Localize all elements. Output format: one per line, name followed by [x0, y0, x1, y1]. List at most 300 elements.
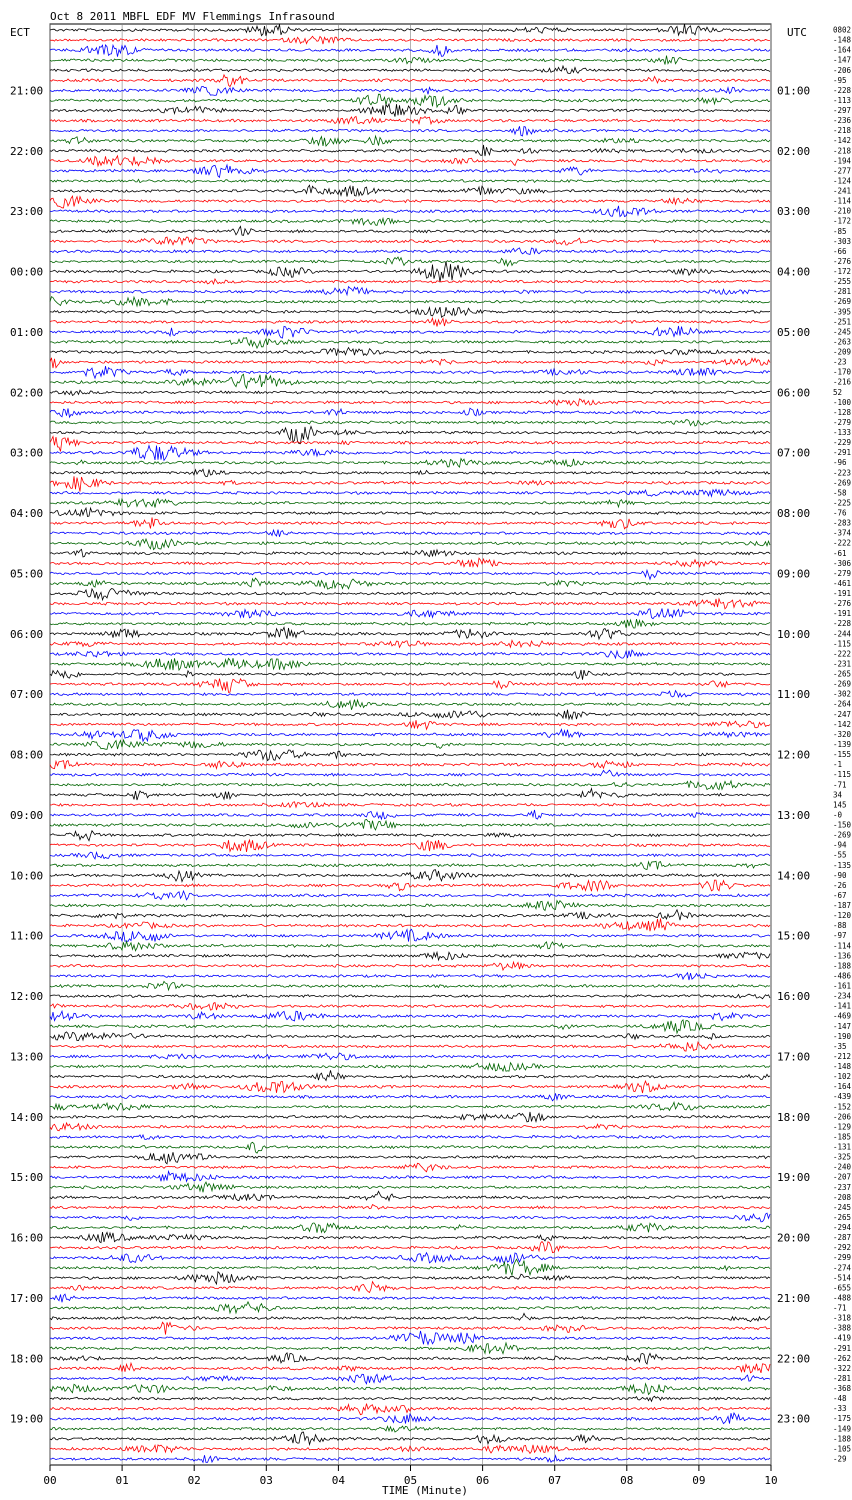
trace-offset-label: -210: [833, 206, 852, 216]
trace-line: [50, 1223, 770, 1233]
trace-offset-label: -291: [833, 1343, 852, 1353]
trace-line: [50, 1374, 770, 1384]
trace-line: [50, 1053, 770, 1060]
trace-line: [50, 729, 770, 741]
trace-offset-label: -71: [833, 1303, 847, 1313]
trace-offset-label: -264: [833, 699, 852, 709]
trace-line: [50, 589, 770, 600]
trace-offset-label: -128: [833, 407, 852, 417]
left-hour-label: 00:00: [10, 265, 44, 279]
x-tick-label: 07: [548, 1474, 562, 1487]
trace-offset-label: -97: [833, 931, 847, 941]
trace-line: [50, 901, 770, 911]
trace-line: [50, 508, 770, 516]
trace-line: [50, 761, 770, 769]
trace-offset-label: -170: [833, 367, 852, 377]
left-hour-label: 06:00: [10, 627, 44, 641]
trace-offset-label: -283: [833, 518, 852, 528]
right-hour-label: 22:00: [777, 1352, 811, 1366]
trace-offset-label: 34: [833, 790, 843, 800]
right-hour-label: 17:00: [777, 1050, 811, 1064]
trace-line: [50, 179, 770, 182]
trace-offset-label: -206: [833, 1112, 852, 1122]
trace-offset-label: -142: [833, 136, 852, 146]
left-hour-label: 14:00: [10, 1110, 44, 1124]
left-hour-label: 19:00: [10, 1412, 44, 1426]
trace-line: [50, 196, 770, 208]
trace-line: [50, 1455, 770, 1462]
left-hour-label: 12:00: [10, 990, 44, 1004]
right-hour-label: 18:00: [777, 1110, 811, 1124]
trace-offset-label: -461: [833, 579, 852, 588]
trace-line: [50, 104, 770, 117]
left-axis-label: ECT: [10, 26, 30, 39]
trace-line: [50, 770, 770, 776]
trace-offset-label: -188: [833, 961, 852, 971]
left-hour-label: 09:00: [10, 808, 44, 822]
trace-offset-label: -322: [833, 1363, 852, 1373]
right-hour-label: 11:00: [777, 688, 811, 702]
trace-offset-label: -439: [833, 1092, 852, 1102]
trace-offset-label: -208: [833, 1192, 852, 1202]
right-axis-label: UTC: [787, 26, 807, 39]
left-hour-label: 08:00: [10, 748, 44, 762]
trace-offset-label: -241: [833, 186, 852, 196]
trace-line: [50, 710, 770, 719]
trace-offset-label: -292: [833, 1243, 852, 1253]
trace-line: [50, 658, 770, 670]
trace-line: [50, 994, 770, 999]
trace-offset-label: -223: [833, 468, 852, 478]
trace-offset-label: -269: [833, 478, 852, 488]
trace-line: [50, 297, 770, 307]
right-hour-label: 04:00: [777, 265, 811, 279]
trace-line: [50, 1445, 770, 1454]
trace-offset-label: -320: [833, 729, 852, 739]
trace-offset-label: -222: [833, 649, 852, 659]
trace-line: [50, 94, 770, 107]
trace-line: [50, 679, 770, 693]
seismic-traces: [50, 24, 770, 1463]
trace-line: [50, 1272, 770, 1284]
right-hour-label: 19:00: [777, 1171, 811, 1185]
trace-line: [50, 981, 770, 990]
trace-line: [50, 670, 770, 680]
trace-line: [50, 941, 770, 951]
trace-offset-label: -231: [833, 659, 852, 669]
trace-offset-label: -368: [833, 1384, 852, 1394]
trace-line: [50, 700, 770, 710]
trace-line: [50, 952, 770, 960]
trace-offset-label: -269: [833, 297, 852, 307]
trace-line: [50, 852, 770, 859]
trace-line: [50, 1163, 770, 1172]
trace-offset-label: -325: [833, 1152, 852, 1162]
trace-offset-label: -148: [833, 35, 852, 45]
trace-offset-label: -147: [833, 55, 852, 65]
trace-offset-label: -245: [833, 1202, 852, 1212]
left-hour-label: 03:00: [10, 446, 44, 460]
trace-offset-label: -114: [833, 196, 852, 206]
left-hour-label: 02:00: [10, 386, 44, 400]
chart-title: Oct 8 2011 MBFL EDF MV Flemmings Infrasound: [50, 10, 335, 23]
trace-line: [50, 399, 770, 406]
trace-offset-label: -281: [833, 1374, 852, 1383]
trace-offset-label: -486: [833, 971, 852, 981]
trace-line: [50, 1102, 770, 1110]
trace-line: [50, 1205, 770, 1210]
x-tick-label: 10: [764, 1474, 778, 1487]
trace-line: [50, 1003, 770, 1011]
trace-line: [50, 1343, 770, 1354]
trace-offset-label: -129: [833, 1122, 852, 1132]
trace-line: [50, 420, 770, 426]
trace-offset-label: -172: [833, 267, 852, 276]
trace-line: [50, 891, 770, 900]
trace-line: [50, 1384, 770, 1395]
trace-offset-label: -0: [833, 810, 843, 820]
right-hour-label: 10:00: [777, 627, 811, 641]
trace-offset-label: -164: [833, 45, 852, 55]
trace-offset-label: -419: [833, 1333, 852, 1343]
trace-offset-label: -190: [833, 1031, 852, 1041]
trace-line: [50, 1363, 770, 1373]
trace-line: [50, 810, 770, 819]
trace-offset-label: -247: [833, 709, 852, 719]
trace-line: [50, 476, 770, 491]
trace-line: [50, 1259, 770, 1275]
trace-offset-label: -191: [833, 609, 852, 619]
trace-offset-label: -303: [833, 236, 852, 246]
trace-line: [50, 307, 770, 317]
trace-offset-label: -265: [833, 1213, 852, 1222]
trace-line: [50, 1331, 770, 1345]
trace-offset-label: -96: [833, 458, 847, 468]
trace-line: [50, 1032, 770, 1041]
trace-offset-label: -135: [833, 860, 852, 870]
trace-offset-label: -395: [833, 307, 852, 317]
trace-line: [50, 650, 770, 658]
trace-offset-label: -269: [833, 830, 852, 840]
trace-line: [50, 185, 770, 196]
x-tick-label: 03: [259, 1474, 273, 1487]
trace-offset-label: -191: [833, 589, 852, 598]
trace-line: [50, 226, 770, 235]
trace-offset-label: -155: [833, 750, 852, 760]
trace-line: [50, 1213, 770, 1222]
trace-line: [50, 750, 770, 761]
trace-offset-label: -67: [833, 891, 847, 900]
trace-offset-label: -207: [833, 1172, 852, 1182]
trace-offset-label: -131: [833, 1142, 852, 1152]
trace-offset-label: -279: [833, 418, 852, 427]
trace-offset-label: -185: [833, 1132, 852, 1142]
trace-line: [50, 1142, 770, 1153]
trace-offset-label: -281: [833, 287, 852, 297]
trace-offset-label: -147: [833, 1021, 852, 1031]
trace-offset-label: -95: [833, 75, 847, 85]
trace-line: [50, 348, 770, 356]
trace-line: [50, 136, 770, 146]
right-hour-label: 03:00: [777, 205, 811, 219]
trace-line: [50, 558, 770, 567]
trace-line: [50, 1404, 770, 1415]
trace-offset-label: -175: [833, 1414, 852, 1424]
trace-line: [50, 518, 770, 529]
trace-line: [50, 326, 770, 338]
trace-line: [50, 840, 770, 852]
trace-offset-label: -71: [833, 780, 847, 790]
trace-line: [50, 1232, 770, 1243]
trace-line: [50, 469, 770, 477]
trace-line: [50, 1413, 770, 1424]
trace-offset-label: -187: [833, 901, 852, 910]
trace-offset-label: -388: [833, 1323, 852, 1333]
trace-line: [50, 56, 770, 65]
trace-line: [50, 1042, 770, 1051]
trace-line: [50, 1253, 770, 1264]
left-hour-label: 10:00: [10, 869, 44, 883]
x-tick-label: 08: [620, 1474, 634, 1487]
trace-offset-label: -66: [833, 246, 847, 256]
x-tick-label: 05: [403, 1474, 418, 1487]
right-hour-label: 02:00: [777, 144, 811, 158]
trace-offset-label: -277: [833, 166, 852, 176]
left-hour-label: 15:00: [10, 1171, 44, 1185]
trace-offset-label: -124: [833, 176, 852, 186]
trace-line: [50, 1112, 770, 1122]
trace-line: [50, 1396, 770, 1401]
trace-line: [50, 165, 770, 177]
trace-line: [50, 279, 770, 284]
trace-line: [50, 437, 770, 452]
trace-offset-label: -90: [833, 870, 847, 880]
trace-offset-label: -225: [833, 498, 852, 508]
trace-offset-label: -55: [833, 850, 847, 860]
trace-line: [50, 24, 770, 36]
trace-line: [50, 427, 770, 444]
right-hour-label: 13:00: [777, 808, 811, 822]
trace-line: [50, 929, 770, 941]
left-hour-label: 11:00: [10, 929, 44, 943]
right-hour-label: 14:00: [777, 869, 811, 883]
trace-offset-label: -469: [833, 1011, 852, 1021]
trace-line: [50, 1294, 770, 1302]
right-hour-label: 23:00: [777, 1412, 811, 1426]
trace-line: [50, 446, 770, 461]
right-hour-label: 07:00: [777, 446, 811, 460]
trace-line: [50, 1171, 770, 1181]
trace-offset-label: -245: [833, 327, 852, 337]
trace-line: [50, 627, 770, 639]
trace-line: [50, 1011, 770, 1021]
right-hour-label: 15:00: [777, 929, 811, 943]
trace-line: [50, 1152, 770, 1164]
trace-line: [50, 156, 770, 166]
trace-offset-label: -194: [833, 156, 852, 166]
trace-line: [50, 206, 770, 217]
trace-offset-label: -222: [833, 538, 852, 548]
trace-line: [50, 831, 770, 841]
trace-offset-label: -269: [833, 679, 852, 689]
trace-line: [50, 1070, 770, 1080]
trace-offset-label: -136: [833, 951, 852, 961]
trace-offset-label: -23: [833, 357, 847, 367]
trace-offset-label: 52: [833, 387, 843, 397]
trace-line: [50, 1020, 770, 1033]
trace-offset-label: -216: [833, 377, 852, 387]
trace-offset-label: -236: [833, 116, 852, 126]
trace-line: [50, 408, 770, 417]
right-hour-label: 01:00: [777, 84, 811, 98]
trace-offset-label: -26: [833, 880, 847, 890]
right-hour-label: 05:00: [777, 325, 811, 339]
trace-line: [50, 374, 770, 388]
trace-offset-label: -150: [833, 820, 852, 830]
trace-line: [50, 116, 770, 124]
trace-line: [50, 1135, 770, 1140]
x-tick-label: 02: [187, 1474, 201, 1487]
trace-offset-label: -228: [833, 85, 852, 95]
left-hour-label: 22:00: [10, 144, 44, 158]
trace-offset-label: -291: [833, 448, 852, 458]
trace-offset-label: -149: [833, 1424, 852, 1434]
trace-offset-label: -228: [833, 619, 852, 629]
left-hour-label: 07:00: [10, 688, 44, 702]
trace-line: [50, 218, 770, 225]
x-axis-label: TIME (Minute): [381, 1484, 469, 1497]
trace-line: [50, 599, 770, 609]
trace-line: [50, 145, 770, 156]
trace-offset-label: -102: [833, 1072, 852, 1082]
trace-offset-label: -262: [833, 1353, 852, 1363]
trace-line: [50, 75, 770, 87]
trace-line: [50, 578, 770, 589]
trace-line: [50, 640, 770, 647]
trace-offset-label: -209: [833, 347, 852, 357]
left-hour-label: 01:00: [10, 325, 44, 339]
trace-offset-label: -206: [833, 65, 852, 75]
trace-line: [50, 691, 770, 697]
trace-offset-label: -58: [833, 488, 847, 498]
x-tick-label: 09: [692, 1474, 706, 1487]
left-hour-label: 05:00: [10, 567, 44, 581]
trace-offset-label: -234: [833, 991, 852, 1001]
trace-offset-label: -115: [833, 770, 852, 780]
trace-offset-label: -48: [833, 1394, 847, 1404]
trace-offset-label: -1: [833, 760, 843, 770]
left-hour-label: 16:00: [10, 1231, 44, 1245]
trace-offset-label: -244: [833, 629, 852, 639]
trace-offset-label: -265: [833, 669, 852, 679]
trace-offset-label: -100: [833, 397, 852, 407]
trace-offset-label: -255: [833, 277, 852, 287]
trace-line: [50, 248, 770, 255]
trace-offset-label: -33: [833, 1404, 847, 1414]
trace-offset-label: -374: [833, 528, 852, 538]
trace-offset-label: -263: [833, 337, 852, 347]
trace-line: [50, 530, 770, 537]
right-hour-label: 12:00: [777, 748, 811, 762]
trace-line: [50, 870, 770, 882]
trace-line: [50, 1182, 770, 1192]
trace-line: [50, 1282, 770, 1293]
trace-line: [50, 861, 770, 869]
trace-offset-label: -287: [833, 1233, 852, 1243]
trace-offset-label: -297: [833, 106, 852, 115]
trace-offset-label: -172: [833, 216, 852, 226]
trace-offset-label: -35: [833, 1041, 847, 1051]
left-hour-label: 18:00: [10, 1352, 44, 1366]
trace-offset-label: -318: [833, 1313, 852, 1323]
trace-line: [50, 1063, 770, 1072]
trace-line: [50, 287, 770, 295]
trace-offset-label: -279: [833, 568, 852, 578]
right-hour-label: 06:00: [777, 386, 811, 400]
trace-line: [50, 609, 770, 619]
trace-offset-label: -218: [833, 146, 852, 156]
trace-offset-label: -306: [833, 558, 852, 568]
trace-offset-label: -188: [833, 1434, 852, 1444]
right-hour-label: 09:00: [777, 567, 811, 581]
trace-offset-label: -161: [833, 981, 852, 991]
right-hour-label: 16:00: [777, 990, 811, 1004]
trace-line: [50, 318, 770, 326]
trace-offset-label: -113: [833, 95, 852, 105]
trace-offset-label: -237: [833, 1182, 852, 1192]
trace-offset-label: 0802: [833, 25, 852, 35]
trace-offset-label: -488: [833, 1293, 852, 1303]
trace-line: [50, 126, 770, 136]
trace-offset-label: -276: [833, 257, 852, 266]
trace-offset-label: -139: [833, 740, 852, 749]
right-hour-label: 21:00: [777, 1292, 811, 1305]
trace-line: [50, 262, 770, 283]
x-tick-label: 00: [43, 1474, 57, 1487]
trace-line: [50, 539, 770, 550]
trace-offset-label: -514: [833, 1273, 852, 1283]
x-tick-label: 01: [115, 1474, 129, 1487]
trace-offset-label: -294: [833, 1223, 852, 1232]
x-tick-label: 04: [331, 1474, 346, 1487]
right-hour-label: 20:00: [777, 1231, 811, 1245]
trace-line: [50, 338, 770, 349]
x-tick-label: 06: [475, 1474, 490, 1487]
trace-line: [50, 1081, 770, 1093]
trace-line: [50, 1313, 770, 1321]
trace-line: [50, 358, 770, 368]
trace-line: [50, 962, 770, 970]
trace-line: [50, 619, 770, 628]
trace-line: [50, 1123, 770, 1131]
trace-line: [50, 740, 770, 749]
trace-line: [50, 237, 770, 245]
trace-line: [50, 366, 770, 378]
left-hour-label: 04:00: [10, 507, 44, 520]
trace-line: [50, 1302, 770, 1313]
trace-line: [50, 66, 770, 74]
trace-line: [50, 459, 770, 468]
trace-offset-label: -142: [833, 719, 852, 729]
trace-offset-label: -240: [833, 1162, 852, 1172]
trace-line: [50, 45, 770, 57]
trace-offset-label: -251: [833, 317, 852, 327]
left-hour-label: 21:00: [10, 84, 44, 98]
trace-offset-label: -302: [833, 689, 852, 699]
trace-offset-label: -299: [833, 1253, 852, 1263]
trace-line: [50, 549, 770, 557]
trace-offset-label: -105: [833, 1444, 852, 1454]
